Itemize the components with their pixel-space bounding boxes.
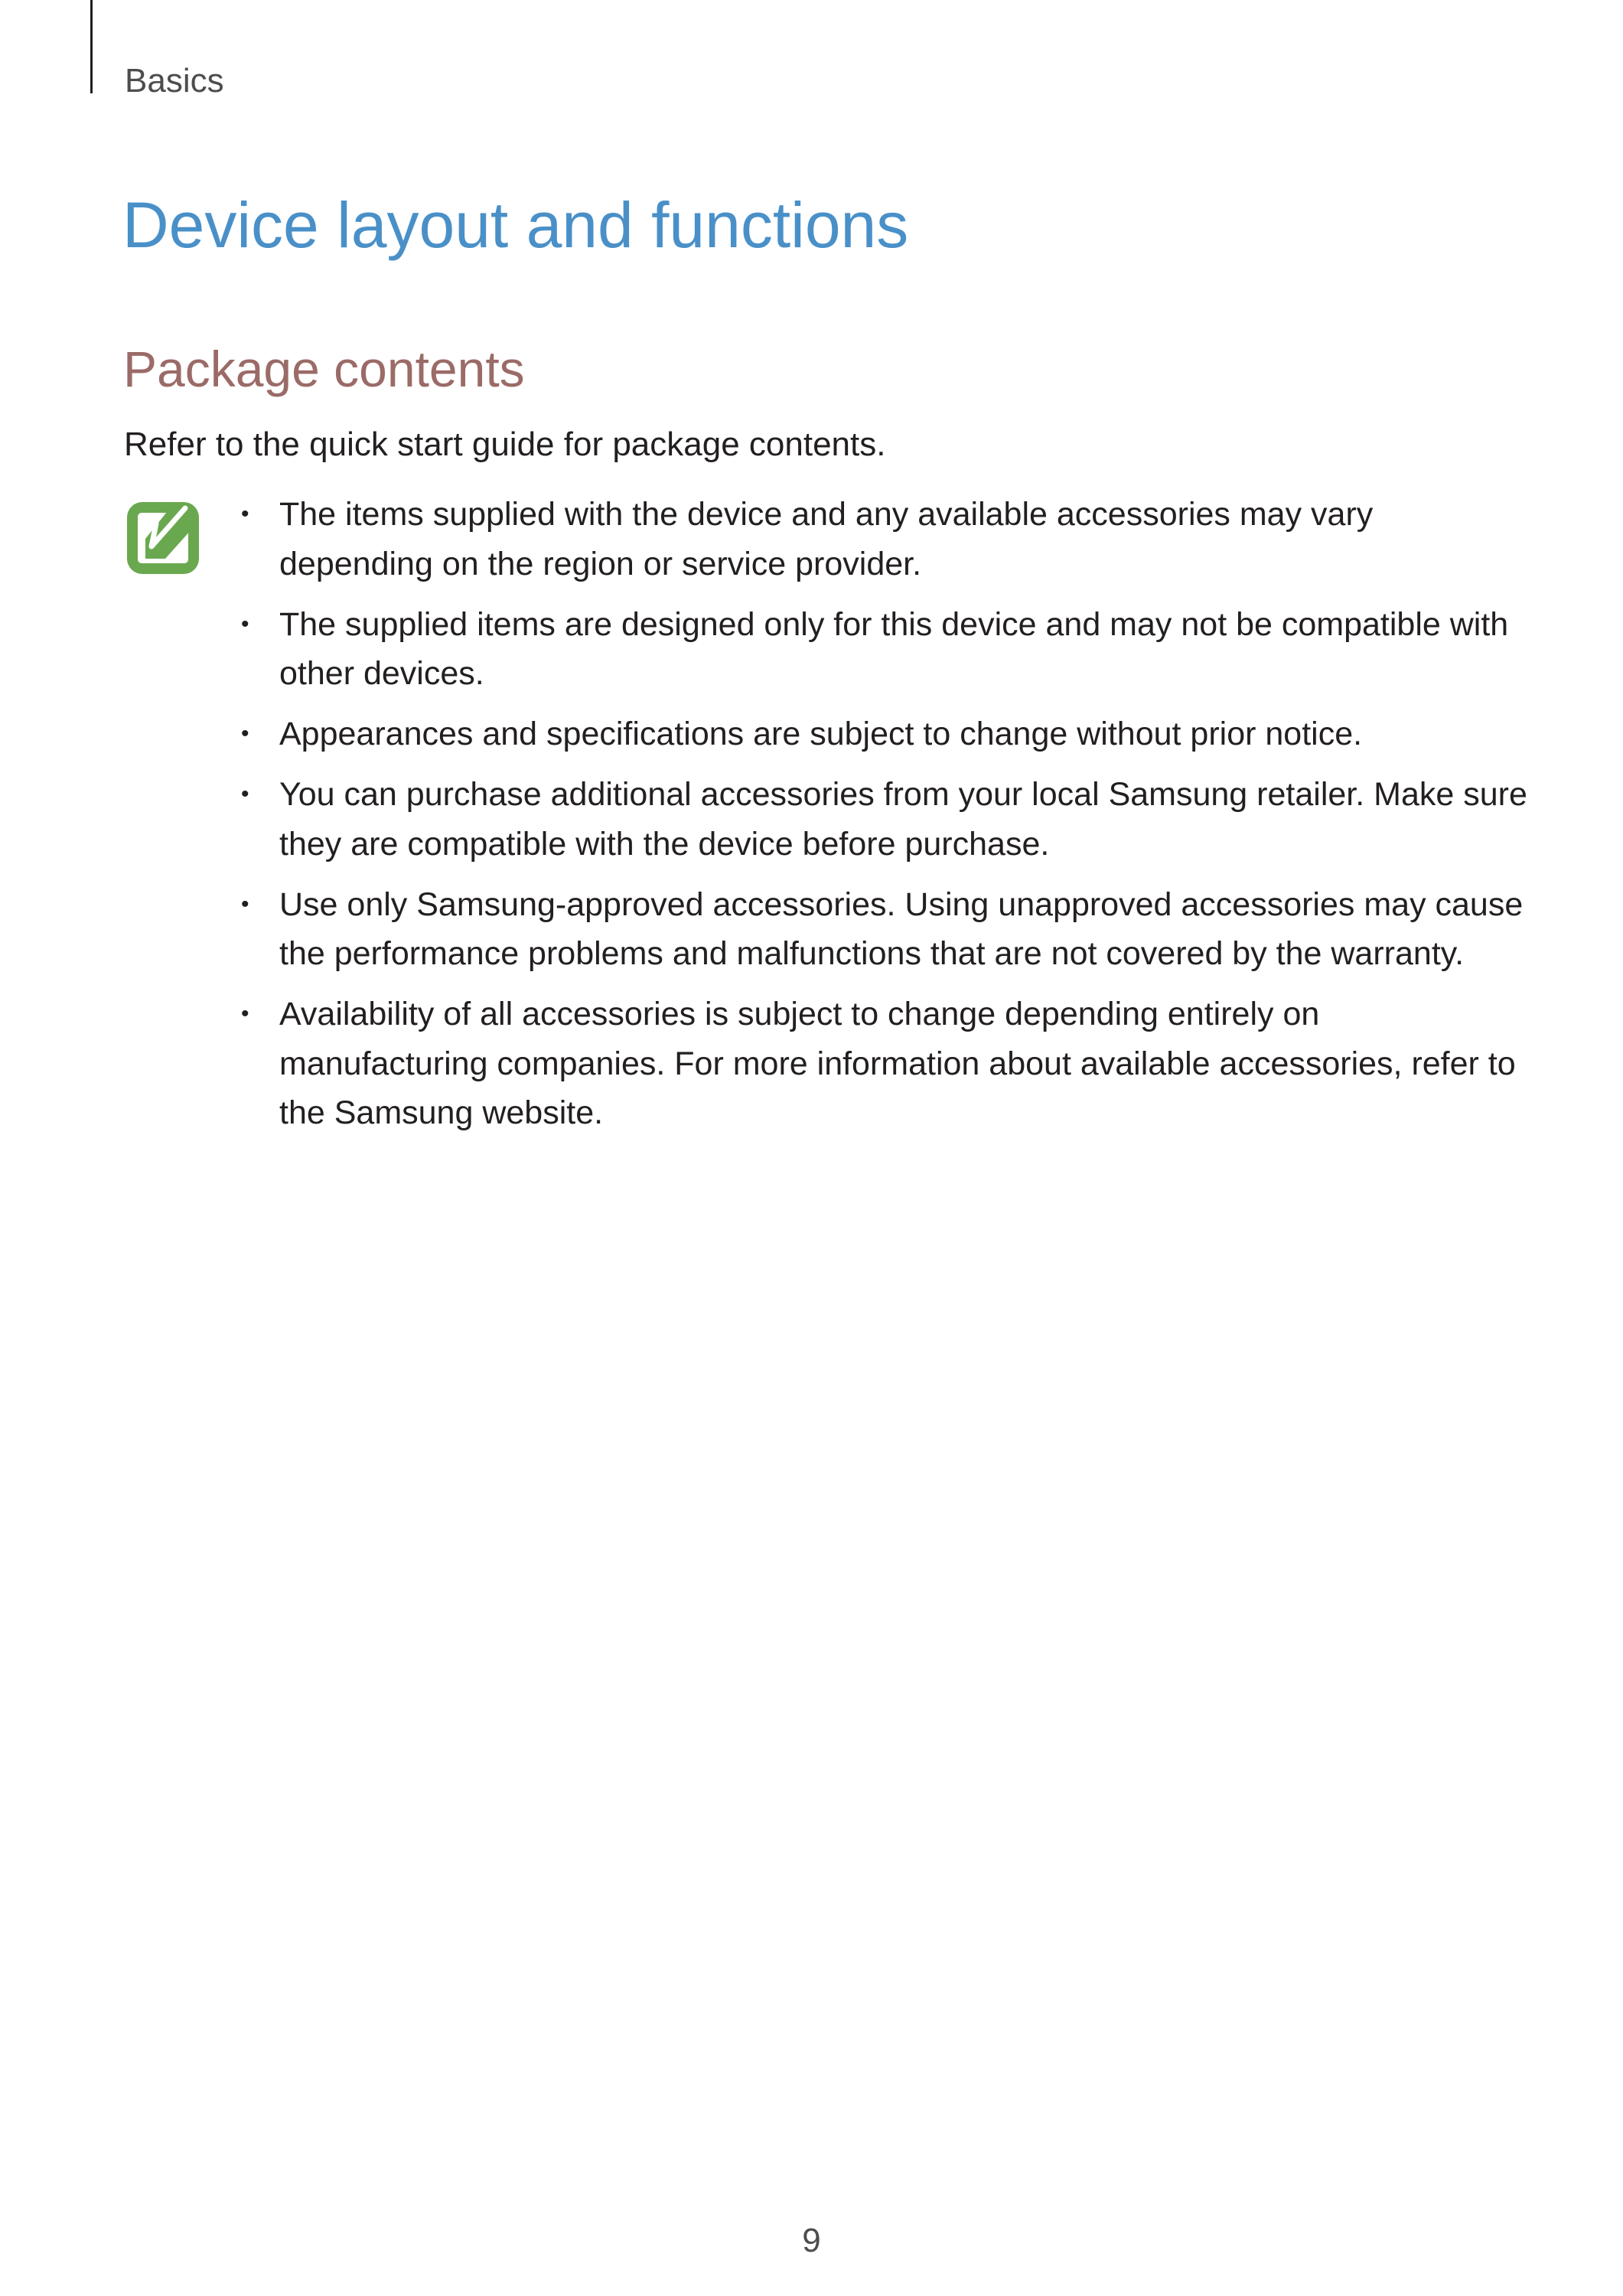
list-item bbox=[230, 600, 1530, 699]
list-item-text: The items supplied with the device and any available accessories may vary depending on the region or service provider. bbox=[279, 496, 1374, 582]
list-item-text: Use only Samsung-approved accessories. Using unapproved accessories may cause the performance problems and malfunctions that are not covered by the warranty. bbox=[279, 885, 1524, 972]
bullet-glyph: • bbox=[241, 781, 249, 807]
list-item-text: The supplied items are designed only for this device and may not be compatible with other devices. bbox=[279, 605, 1509, 692]
bullet-glyph: • bbox=[241, 611, 249, 637]
bullet-glyph: • bbox=[241, 721, 249, 746]
bullet-glyph: • bbox=[241, 1001, 249, 1026]
list-item bbox=[230, 770, 1530, 869]
note-pen-icon bbox=[122, 497, 204, 579]
header-rule bbox=[90, 0, 93, 93]
note-bullet-list bbox=[230, 490, 1530, 1149]
list-item bbox=[230, 709, 1530, 759]
list-item bbox=[230, 490, 1530, 589]
bullet-glyph: • bbox=[241, 891, 249, 917]
section-title: Package contents bbox=[123, 341, 525, 397]
section-intro: Refer to the quick start guide for package contents. bbox=[124, 426, 886, 463]
page-number: 9 bbox=[802, 2222, 821, 2259]
list-item-text: You can purchase additional accessories from your local Samsung retailer. Make sure they are compatible with the device before purchase. bbox=[279, 776, 1527, 863]
list-item-text: Appearances and specifications are subject to change without prior notice. bbox=[279, 716, 1363, 752]
list-item-text: Availability of all accessories is subject to change depending entirely on manufacturing companies. For more information about available accessories, refer to the Samsung website. bbox=[279, 996, 1516, 1131]
header-section-label: Basics bbox=[125, 62, 224, 99]
list-item bbox=[230, 880, 1530, 979]
bullet-glyph: • bbox=[241, 501, 249, 527]
list-item bbox=[230, 990, 1530, 1138]
page-title: Device layout and functions bbox=[122, 189, 909, 261]
